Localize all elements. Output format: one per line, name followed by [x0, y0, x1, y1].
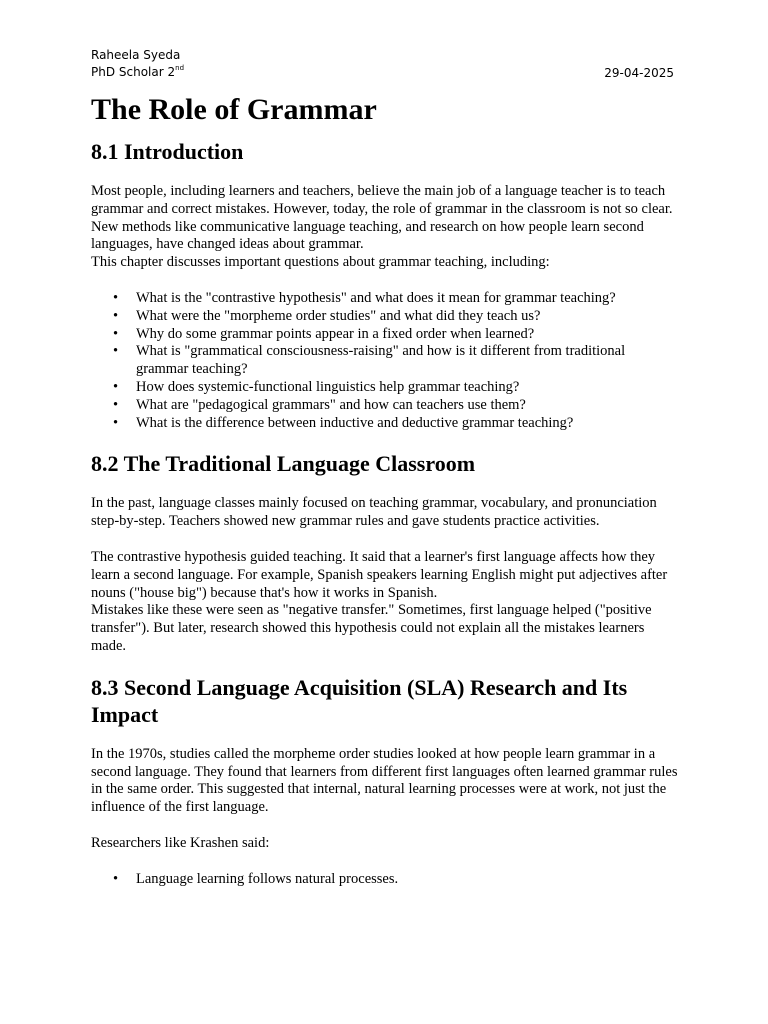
- author-name: Raheela Syeda: [91, 48, 181, 62]
- list-item: [113, 325, 681, 344]
- question-list: [91, 290, 681, 432]
- intro-paragraph: Most people, including learners and teachers, believe the main job of a language teacher is to teach grammar and correct mistakes. However, today, the role of grammar in the classroom is not so clear. New methods like communicative language teaching, and research on how people learn second languages, have changed ideas about grammar.: [91, 183, 673, 253]
- document-page: [91, 0, 681, 907]
- list-item-text: What were the "morpheme order studies" and what did they teach us?: [136, 307, 541, 324]
- bullet-icon: •: [113, 378, 119, 395]
- list-item: [113, 307, 681, 326]
- traditional-classroom-paragraph: In the past, language classes mainly focused on teaching grammar, vocabulary, and pronunciation step-by-step. Teachers showed new grammar rules and gave students practice activities.: [91, 495, 657, 530]
- section-heading-traditional-classroom: 8.2 The Traditional Language Classroom: [91, 451, 476, 477]
- document-date: 29-04-2025: [604, 66, 674, 80]
- bullet-icon: •: [113, 325, 119, 342]
- author-role-text: PhD Scholar 2: [91, 65, 176, 79]
- author-role: [91, 64, 184, 81]
- author-role-superscript: nd: [175, 64, 185, 72]
- list-item-text: Why do some grammar points appear in a fixed order when learned?: [136, 325, 535, 342]
- list-item: [113, 870, 681, 889]
- bullet-icon: •: [113, 343, 119, 360]
- contrastive-hypothesis-paragraph: The contrastive hypothesis guided teaching. It said that a learner's first language affects how they learn a second language. For example, Spanish speakers learning English might put adjectives after nouns ("house big") because that's how it works in Spanish.: [91, 548, 668, 601]
- transfer-paragraph: Mistakes like these were seen as "negative transfer." Sometimes, first language helped ("positive transfer"). But later, research showed this hypothesis could not explain all the mistakes learners made.: [91, 602, 652, 654]
- section-heading-sla-research: 8.3 Second Language Acquisition (SLA) Research and Its Impact: [91, 674, 628, 727]
- bullet-icon: •: [113, 307, 119, 324]
- intro-paragraph-questions: This chapter discusses important questions about grammar teaching, including:: [91, 254, 550, 271]
- document-header: [91, 0, 681, 92]
- krashen-paragraph: Researchers like Krashen said:: [91, 834, 270, 851]
- list-item-text: What is "grammatical consciousness-raising" and how is it different from traditional grammar teaching?: [136, 343, 626, 378]
- bullet-icon: •: [113, 414, 119, 431]
- list-item-text: What is the difference between inductive and deductive grammar teaching?: [136, 414, 574, 431]
- document-title: The Role of Grammar: [91, 93, 377, 126]
- list-item-text: What is the "contrastive hypothesis" and what does it mean for grammar teaching?: [136, 289, 616, 306]
- list-item: [113, 378, 681, 397]
- morpheme-order-paragraph: In the 1970s, studies called the morpheme order studies looked at how people learn grammar in a second language. They found that learners from different first languages often learned grammar rules in the same order. This suggested that internal, natural learning processes were at work, not just the influence of the first language.: [91, 745, 678, 816]
- bullet-icon: •: [113, 396, 119, 413]
- list-item-text: What are "pedagogical grammars" and how can teachers use them?: [136, 396, 526, 413]
- list-item: [113, 414, 681, 433]
- krashen-list: [91, 871, 681, 889]
- bullet-icon: •: [113, 870, 119, 887]
- list-item: [113, 396, 681, 415]
- list-item: [113, 343, 681, 379]
- list-item: [113, 289, 681, 308]
- list-item-text: Language learning follows natural processes.: [136, 870, 399, 887]
- section-heading-introduction: 8.1 Introduction: [91, 139, 244, 164]
- bullet-icon: •: [113, 289, 119, 306]
- list-item-text: How does systemic-functional linguistics help grammar teaching?: [136, 378, 520, 395]
